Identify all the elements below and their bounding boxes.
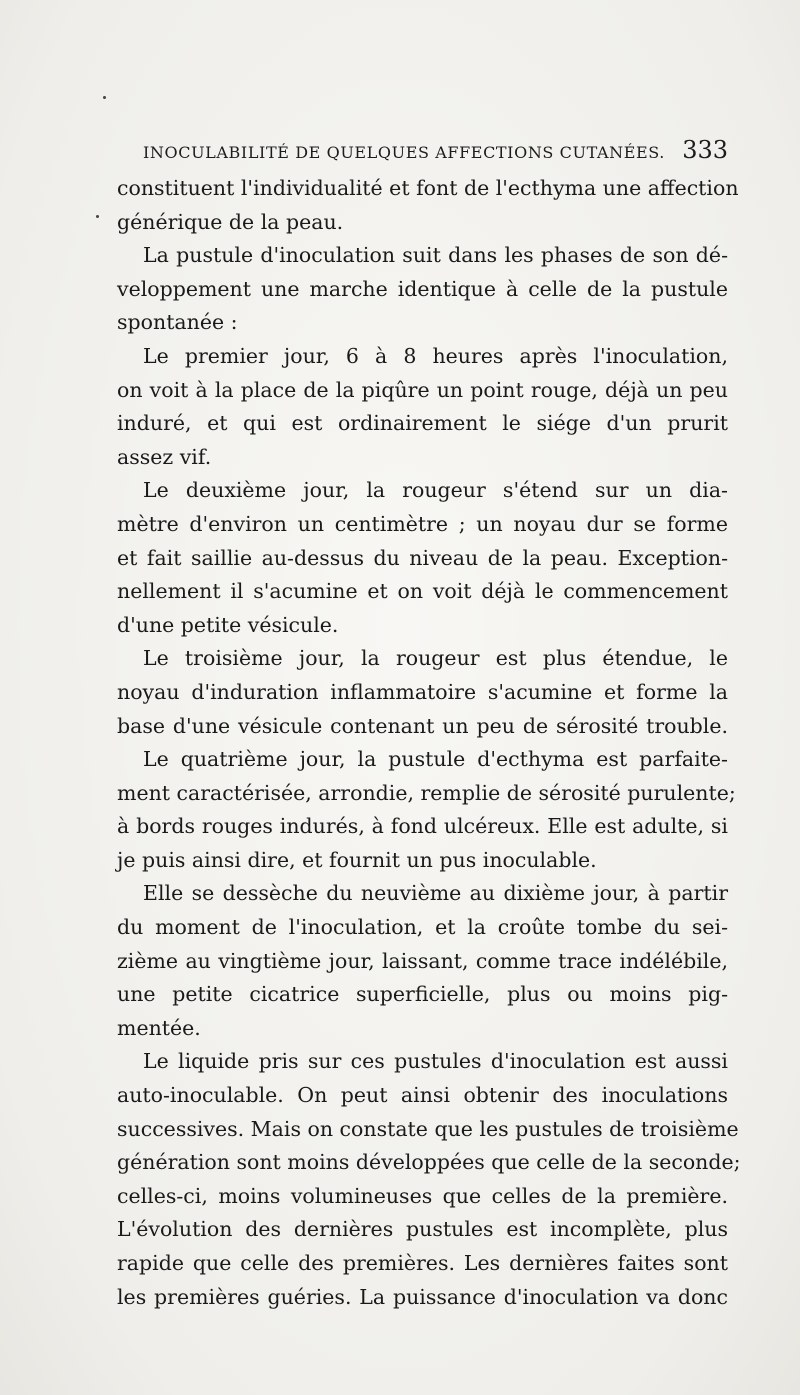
text-line: L'évolution des dernières pustules est incomplète, plus: [117, 1217, 728, 1242]
page-header: [143, 133, 728, 165]
text-line: induré, et qui est ordinairement le siége d'un prurit: [117, 411, 728, 436]
text-line: et fait saillie au-dessus du niveau de la peau. Exception-: [117, 545, 728, 570]
text-line: mètre d'environ un centimètre ; un noyau dur se forme: [117, 511, 728, 536]
text-line: noyau d'induration inflammatoire s'acumine et forme la: [117, 679, 728, 704]
text-line: Elle se dessèche du neuvième au dixième jour, à partir: [143, 881, 728, 906]
text-line: génération sont moins développées que celle de la seconde;: [117, 1150, 741, 1175]
text-line: constituent l'individualité et font de l'ecthyma une affection: [117, 176, 739, 200]
text-line: auto-inoculable. On peut ainsi obtenir des inoculations: [117, 1083, 728, 1108]
text-line: zième au vingtième jour, laissant, comme trace indélébile,: [117, 948, 728, 973]
text-line: je puis ainsi dire, et fournit un pus inoculable.: [117, 847, 597, 872]
text-line: nellement il s'acumine et on voit déjà le commencement: [117, 579, 728, 604]
page-number: 333: [682, 136, 728, 164]
text-line: à bords rouges indurés, à fond ulcéreux. Elle est adulte, si: [117, 814, 728, 839]
text-line: une petite cicatrice superficielle, plus ou moins pig-: [117, 982, 728, 1007]
text-line: du moment de l'inoculation, et la croûte tombe du sei-: [117, 915, 728, 940]
text-line: les premières guéries. La puissance d'inoculation va donc: [117, 1284, 728, 1309]
text-line: base d'une vésicule contenant un peu de sérosité trouble.: [117, 713, 728, 738]
text-line: générique de la peau.: [117, 209, 344, 234]
text-line: spontanée :: [117, 310, 238, 335]
text-line: assez vif.: [117, 444, 212, 469]
text-line: celles-ci, moins volumineuses que celles de la première.: [117, 1183, 728, 1208]
body-text: [117, 172, 741, 1314]
text-line: d'une petite vésicule.: [117, 612, 339, 637]
page-speck: [96, 215, 99, 218]
running-title: INOCULABILITÉ DE QUELQUES AFFECTIONS CUTANÉES.: [143, 143, 665, 162]
text-line: on voit à la place de la piqûre un point rouge, déjà un peu: [117, 377, 728, 402]
text-line: successives. Mais on constate que les pustules de troisième: [117, 1116, 739, 1141]
text-line: Le premier jour, 6 à 8 heures après l'inoculation,: [143, 343, 728, 368]
text-line: Le quatrième jour, la pustule d'ecthyma est parfaite-: [143, 747, 728, 772]
text-line: Le troisième jour, la rougeur est plus étendue, le: [143, 646, 728, 671]
text-line: Le deuxième jour, la rougeur s'étend sur un dia-: [143, 478, 728, 503]
text-line: rapide que celle des premières. Les dernières faites sont: [117, 1251, 728, 1275]
page-speck: [103, 96, 106, 99]
text-line: mentée.: [117, 1015, 201, 1040]
text-line: ment caractérisée, arrondie, remplie de sérosité purulente;: [117, 780, 736, 805]
text-line: veloppement une marche identique à celle de la pustule: [117, 276, 728, 301]
text-line: La pustule d'inoculation suit dans les phases de son dé-: [143, 243, 728, 268]
text-line: Le liquide pris sur ces pustules d'inoculation est aussi: [143, 1049, 728, 1074]
